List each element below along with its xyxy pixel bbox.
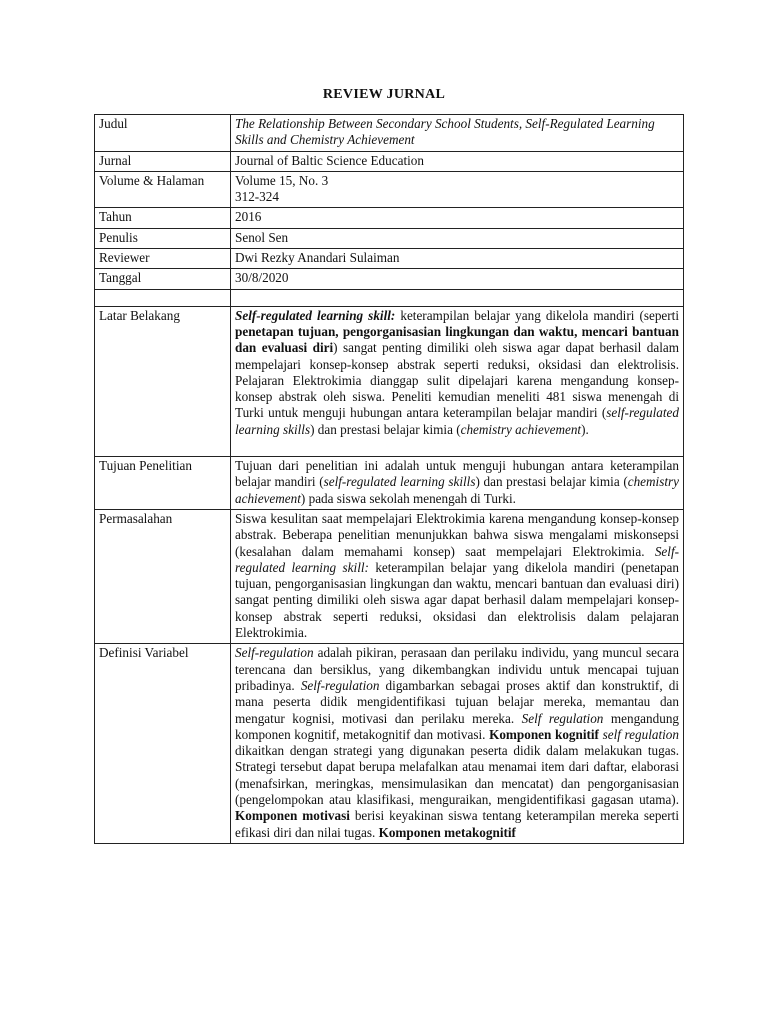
page-title: REVIEW JURNAL (322, 87, 446, 102)
label-judul: Judul (95, 115, 231, 152)
volume-number: Volume 15, No. 3 (235, 172, 329, 188)
label-tahun: Tahun (95, 208, 231, 228)
definisi-text: self regulation (602, 726, 679, 742)
permasalahan-text: keterampilan belajar yang dikelola mandiri (penetapan tujuan, pengorganisasian lingkungan dan waktu, mencari bantuan dan evaluasi diri) sangat penting dimiliki oleh siswa agar dapat berhasil dalam mempelajari konsep-konsep abstrak seperti reduksi, oksidasi dan elektrolisis dalam pelajaran Elektrokimia. (235, 559, 680, 641)
value-penulis: Senol Sen (231, 228, 684, 248)
definisi-text: digambarkan sebagai proses aktif dan konstruktif, di mana peserta didik mengidentifikasi tujuan belajar mereka, memantau dan mengatur kognisi, motivasi dan perilaku mereka. (235, 677, 679, 726)
tujuan-text: ) pada siswa sekolah menengah di Turki. (300, 490, 516, 506)
latar-text: ). (581, 421, 589, 437)
label-penulis: Penulis (95, 228, 231, 248)
definisi-text: Komponen metakognitif (378, 824, 516, 840)
row-judul (95, 115, 684, 152)
label-jurnal: Jurnal (95, 151, 231, 171)
row-penulis (95, 228, 684, 248)
row-spacer (95, 289, 684, 306)
label-reviewer: Reviewer (95, 249, 231, 269)
latar-text: ) sangat penting dimiliki oleh siswa agar dapat berhasil dalam mempelajari konsep-konsep abstrak seperti reduksi, oksidasi dan elektrolisis. Pelajaran Elektrokimia dianggap sulit dipelajari karena mengandung konsep-konsep abstrak oleh siswa. Peneliti kemudian meneliti 481 siswa menengah di Turki untuk menguji hubungan antara keterampilan belajar mandiri ( (235, 340, 679, 421)
row-tanggal (95, 269, 684, 289)
definisi-text: Komponen kognitif (489, 726, 599, 742)
value-definisi-variabel (231, 644, 684, 844)
row-tahun (95, 208, 684, 228)
tujuan-text: Tujuan dari penelitian ini adalah untuk menguji hubungan antara keterampilan belajar mandiri ( (235, 458, 679, 490)
label-latar-belakang: Latar Belakang (95, 306, 231, 456)
definisi-text: dikaitkan dengan strategi yang digunakan peserta didik dalam melakukan tugas. Strategi tersebut dapat berupa melafalkan atau menamai item dari daftar, elaborasi (menafsirkan, meringkas, mensimulasikan dan mencatat) dan pengorganisasian (pengelompokan atau klasifikasi, menguraikan, mengidentifikasi gagasan utama). (235, 743, 679, 807)
latar-text: chemistry achievement (460, 421, 582, 437)
definisi-text: Self regulation (521, 710, 604, 726)
permasalahan-text: Siswa kesulitan saat mempelajari Elektrokimia karena mengandung konsep-konsep abstrak. Beberapa penelitian menunjukkan bahwa siswa mengalami miskonsepsi (kesalahan dalam memahami konsep) saat mempelajari Elektrokimia. (235, 510, 679, 559)
latar-text: penetapan tujuan, pengorganisasian lingkungan dan waktu, mencari bantuan dan evaluasi diri (235, 323, 679, 356)
value-tanggal: 30/8/2020 (231, 269, 684, 289)
label-volume: Volume & Halaman (95, 171, 231, 208)
value-tujuan-penelitian (231, 457, 684, 510)
tujuan-text: self-regulated learning skills (323, 474, 476, 490)
row-definisi-variabel (95, 644, 684, 844)
value-jurnal: Journal of Baltic Science Education (231, 151, 684, 171)
permasalahan-text: Self-regulated learning skill: (235, 543, 679, 575)
definisi-text: mengandung komponen kognitif, metakognitif dan motivasi. (235, 710, 680, 742)
row-jurnal (95, 151, 684, 171)
value-tahun: 2016 (231, 208, 684, 228)
row-volume (95, 171, 684, 208)
row-reviewer (95, 249, 684, 269)
row-permasalahan (95, 509, 684, 643)
spacer-cell-right (231, 289, 684, 306)
label-tanggal: Tanggal (95, 269, 231, 289)
value-reviewer: Dwi Rezky Anandari Sulaiman (231, 249, 684, 269)
label-tujuan-penelitian: Tujuan Penelitian (95, 457, 231, 510)
latar-text: Self-regulated learning skill: (235, 307, 396, 323)
tujuan-text: chemistry achievement (235, 474, 679, 506)
label-permasalahan: Permasalahan (95, 509, 231, 643)
value-latar-belakang (231, 306, 684, 456)
definisi-text: Komponen motivasi (235, 808, 350, 824)
page-range: 312-324 (235, 189, 279, 205)
definisi-text: Self-regulation (235, 645, 314, 661)
latar-text: ) dan prestasi belajar kimia ( (310, 421, 461, 437)
row-latar-belakang (95, 306, 684, 456)
latar-text: self-regulated learning skills (235, 405, 679, 437)
definisi-text: Self-regulation (300, 677, 380, 693)
review-table (94, 114, 684, 844)
label-definisi-variabel: Definisi Variabel (95, 644, 231, 844)
definisi-text: adalah pikiran, perasaan dan perilaku individu, yang muncul secara terencana dan bersiklus, yang dikembangkan individu untuk mencapai tujuan pribadinya. (235, 645, 679, 693)
tujuan-text: ) dan prestasi belajar kimia ( (475, 474, 628, 490)
value-judul: The Relationship Between Secondary School Students, Self-Regulated Learning Skills and Chemistry Achievement (231, 115, 684, 152)
latar-text: keterampilan belajar yang dikelola mandiri (seperti (395, 307, 679, 323)
spacer-cell-left (95, 289, 231, 306)
value-permasalahan (231, 509, 684, 643)
definisi-text: berisi keyakinan siswa tentang keterampilan mereka seperti efikasi diri dan nilai tugas. (235, 808, 680, 840)
row-tujuan-penelitian (95, 457, 684, 510)
value-volume (231, 171, 684, 208)
